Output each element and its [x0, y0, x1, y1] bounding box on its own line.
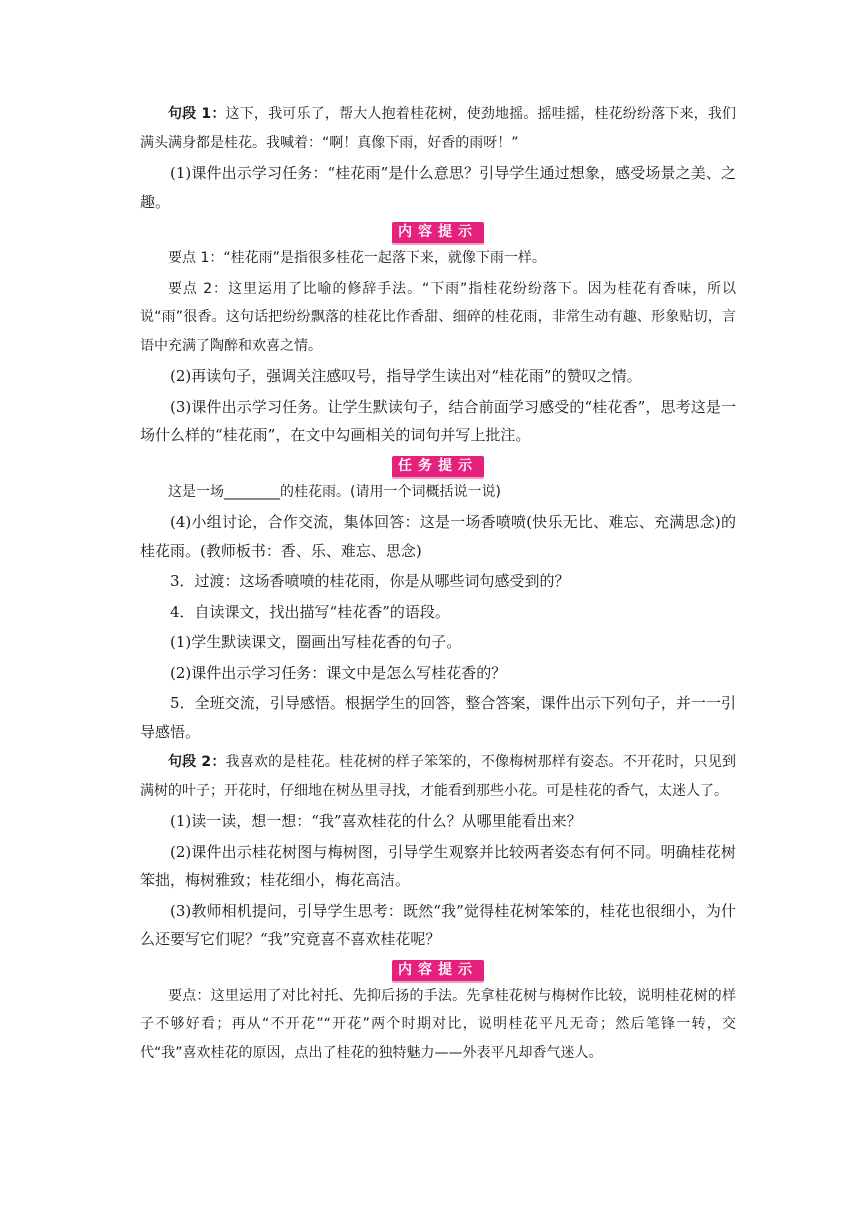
passage-2-text: 我喜欢的是桂花。桂花树的样子笨笨的，不像梅树那样有姿态。不开花时，只见到满树的叶子；开花时，仔细地在树丛里寻找，才能看到那些小花。可是桂花的香气，太迷人了。	[140, 754, 736, 799]
passage-1-label: 句段 1：	[168, 106, 226, 122]
content-hint-badge: 内容提示	[392, 222, 484, 245]
key-point-1: 要点 1：“桂花雨”是指很多桂花一起落下来，就像下雨一样。	[168, 250, 546, 266]
step-1: (1)课件出示学习任务：“桂花雨”是什么意思？引导学生通过想象，感受场景之美、之趣。	[140, 164, 736, 211]
transition: 3．过渡：这场香喷喷的桂花雨，你是从哪些词句感受到的？	[170, 572, 570, 590]
class-exchange: 5．全班交流，引导感悟。根据学生的回答，整合答案，课件出示下列句子，并一一引导感悟。	[140, 694, 736, 741]
content-hint-badge-2: 内容提示	[392, 960, 484, 983]
question-2: (2)课件出示桂花树图与梅树图，引导学生观察并比较两者姿态有何不同。明确桂花树笨拙，梅树雅致；桂花细小，梅花高洁。	[140, 842, 736, 889]
document-page	[140, 100, 736, 1069]
content-hint-row-2	[140, 957, 736, 981]
step-3: (3)课件出示学习任务。让学生默读句子，结合前面学习感受的“桂花香”，思考这是一场什么样的“桂花雨”，在文中勾画相关的词句并写上批注。	[140, 397, 736, 444]
step-4: (4)小组讨论，合作交流，集体回答：这是一场香喷喷(快乐无比、难忘、充满思念)的桂花雨。(教师板书：香、乐、难忘、思念)	[140, 513, 736, 560]
passage-1	[140, 100, 736, 157]
question-1: (1)读一读，想一想：“我”喜欢桂花的什么？从哪里能看出来？	[170, 812, 582, 830]
content-hint-row-1	[140, 219, 736, 243]
question-3: (3)教师相机提问，引导学生思考：既然“我”觉得桂花树笨笨的，桂花也很细小，为什么还要写它们呢？“我”究竟喜不喜欢桂花呢？	[140, 901, 736, 948]
self-reading: 4．自读课文，找出描写“桂花香”的语段。	[170, 602, 450, 621]
task-hint-badge: 任务提示	[392, 456, 484, 479]
task-question: (2)课件出示学习任务：课文中是怎么写桂花香的？	[170, 663, 507, 682]
passage-2-label: 句段 2：	[168, 754, 226, 770]
task-hint-row	[140, 453, 736, 477]
passage-1-text: 这下，我可乐了，帮大人抱着桂花树，使劲地摇。摇哇摇，桂花纷纷落下来，我们满头满身都是桂花。我喊着：“啊！真像下雨，好香的雨呀！”	[140, 106, 736, 151]
key-point-3: 要点：这里运用了对比衬托、先抑后扬的手法。先拿桂花树与梅树作比较，说明桂花树的样子不够好看；再从“不开花”“开花”两个时期对比，说明桂花平凡无奇；然后笔锋一转，交代“我”喜欢桂花的原因，点出了桂花的独特魅力——外表平凡却香气迷人。	[140, 987, 736, 1061]
key-point-2: 要点 2：这里运用了比喻的修辞手法。“下雨”指桂花纷纷落下。因为桂花有香味，所以说“雨”很香。这句话把纷纷飘落的桂花比作香甜、细碎的桂花雨，非常生动有趣、形象贴切，言语中充满了陶醉和欢喜之情。	[140, 280, 736, 354]
silent-reading: (1)学生默读课文，圈画出写桂花香的句子。	[170, 633, 462, 651]
task-prompt: 这是一场________的桂花雨。(请用一个词概括说一说)	[168, 483, 501, 500]
step-2: (2)再读句子，强调关注感叹号，指导学生读出对“桂花雨”的赞叹之情。	[170, 367, 642, 385]
passage-2	[140, 748, 736, 805]
